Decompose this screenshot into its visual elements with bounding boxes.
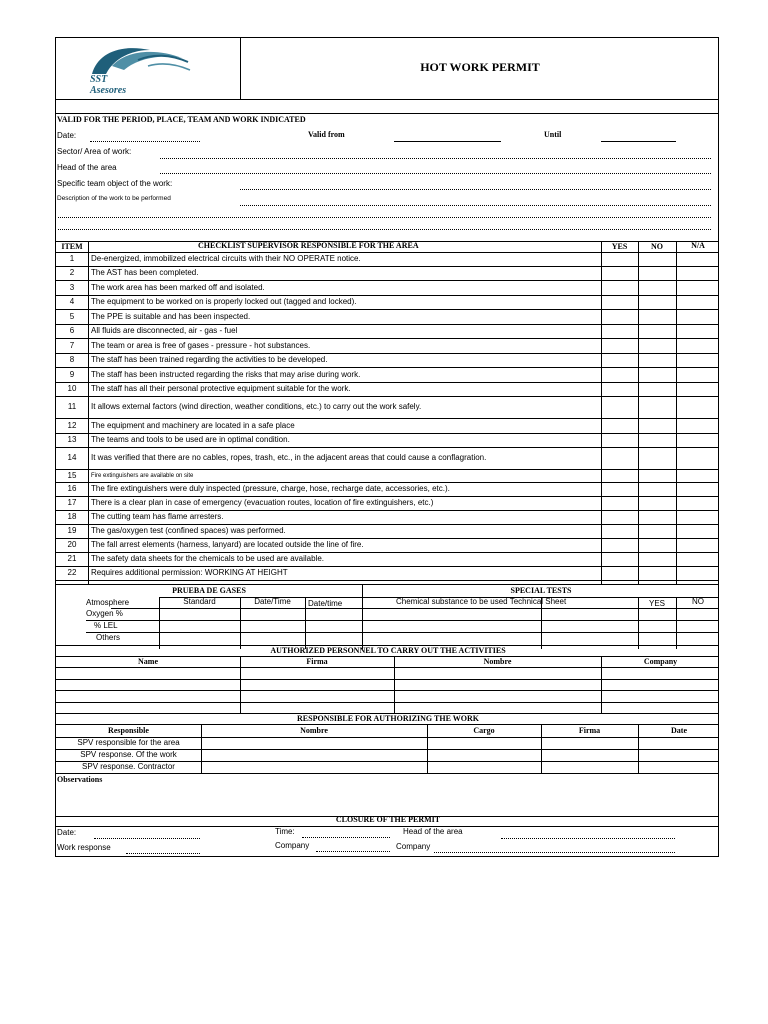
head-of-area-label: Head of the area — [57, 163, 117, 172]
checklist-na-header: N/A — [691, 241, 705, 250]
gas-row-lel: % LEL — [94, 621, 118, 630]
checklist-item-text: The teams and tools to be used are in optimal condition. — [91, 435, 290, 444]
checklist-no-cell[interactable] — [638, 266, 676, 280]
checklist-item-text: It was verified that there are no cables, ropes, trash, etc., in the adjacent areas that could cause a conflagration. — [91, 453, 487, 462]
checklist-na-cell[interactable] — [676, 396, 720, 418]
checklist-yes-cell[interactable] — [601, 552, 638, 566]
checklist-no-cell[interactable] — [638, 538, 676, 552]
checklist-na-cell[interactable] — [676, 309, 720, 324]
checklist-item-text: The fire extinguishers were duly inspected (pressure, charge, hose, recharge date, accessories, etc.). — [91, 484, 450, 493]
checklist-na-cell[interactable] — [676, 433, 720, 447]
checklist-item-text: The AST has been completed. — [91, 268, 199, 277]
checklist-no-cell[interactable] — [638, 252, 676, 266]
checklist-item-text: The team or area is free of gases - pressure - hot substances. — [91, 341, 311, 350]
checklist-no-header: NO — [651, 242, 663, 251]
checklist-na-cell[interactable] — [676, 469, 720, 482]
checklist-item-number: 22 — [67, 568, 77, 577]
checklist-no-cell[interactable] — [638, 469, 676, 482]
checklist-no-cell[interactable] — [638, 566, 676, 580]
closure-head-field[interactable] — [501, 838, 675, 839]
checklist-yes-cell[interactable] — [601, 396, 638, 418]
checklist-yes-cell[interactable] — [601, 338, 638, 353]
valid-from-label: Valid from — [308, 130, 345, 139]
checklist-no-cell[interactable] — [638, 280, 676, 295]
authorizing-responsible-header: Responsible — [108, 726, 149, 735]
checklist-na-cell[interactable] — [676, 418, 720, 433]
checklist-na-cell[interactable] — [676, 496, 720, 510]
checklist-na-cell[interactable] — [676, 280, 720, 295]
closure-date-field[interactable] — [94, 838, 200, 839]
checklist-yes-cell[interactable] — [601, 280, 638, 295]
checklist-item-number: 15 — [67, 471, 77, 480]
checklist-no-cell[interactable] — [638, 295, 676, 309]
valid-from-field[interactable] — [394, 141, 501, 142]
authorizing-row-work: SPV response. Of the work — [80, 750, 177, 759]
checklist-yes-cell[interactable] — [601, 382, 638, 396]
checklist-item-number: 1 — [69, 254, 75, 263]
checklist-na-cell[interactable] — [676, 482, 720, 496]
checklist-na-cell[interactable] — [676, 295, 720, 309]
checklist-no-cell[interactable] — [638, 353, 676, 367]
checklist-no-cell[interactable] — [638, 367, 676, 382]
checklist-item-text: De-energized, immobilized electrical circuits with their NO OPERATE notice. — [91, 254, 361, 263]
checklist-item-text: There is a clear plan in case of emergency (evacuation routes, location of fire extinguishers, etc.) — [91, 498, 434, 507]
authorizing-nombre-header: Nombre — [300, 726, 328, 735]
personnel-firma-header: Firma — [306, 657, 328, 666]
checklist-item-number: 10 — [67, 384, 77, 393]
checklist-no-cell[interactable] — [638, 324, 676, 338]
checklist-item-number: 5 — [69, 312, 75, 321]
chemical-substance-header: Chemical substance to be used Technical Sheet — [396, 597, 567, 606]
authorizing-row-area: SPV responsible for the area — [77, 738, 180, 747]
personnel-company-header: Company — [643, 657, 678, 666]
checklist-item-number: 13 — [67, 435, 77, 444]
checklist-no-cell[interactable] — [638, 496, 676, 510]
special-yes-header: YES — [648, 599, 665, 608]
checklist-item-number: 7 — [69, 341, 75, 350]
checklist-yes-cell[interactable] — [601, 433, 638, 447]
datetime-header-2: Date/time — [308, 599, 343, 608]
checklist-item-number: 2 — [69, 268, 75, 277]
closure-work-response-label: Work response — [57, 843, 111, 852]
checklist-na-cell[interactable] — [676, 353, 720, 367]
logo-text-asesores: Asesores — [90, 85, 127, 96]
checklist-yes-cell[interactable] — [601, 524, 638, 538]
checklist-yes-cell[interactable] — [601, 295, 638, 309]
checklist-yes-cell[interactable] — [601, 309, 638, 324]
checklist-na-cell[interactable] — [676, 266, 720, 280]
checklist-yes-cell[interactable] — [601, 496, 638, 510]
observations-label: Observations — [57, 775, 103, 784]
checklist-row-divider — [56, 580, 718, 581]
checklist-no-cell[interactable] — [638, 338, 676, 353]
checklist-yes-cell[interactable] — [601, 469, 638, 482]
company-logo — [78, 40, 198, 96]
special-tests-title: SPECIAL TESTS — [510, 586, 572, 595]
checklist-yes-cell[interactable] — [601, 482, 638, 496]
date-field[interactable] — [90, 141, 200, 142]
checklist-item-number: 21 — [67, 554, 77, 563]
checklist-no-cell[interactable] — [638, 482, 676, 496]
checklist-item-number: 3 — [69, 283, 75, 292]
head-of-area-field[interactable] — [160, 173, 711, 174]
personnel-title: AUTHORIZED PERSONNEL TO CARRY OUT THE ACTIVITIES — [270, 646, 506, 655]
checklist-item-number: 14 — [67, 453, 77, 462]
team-label: Specific team object of the work: — [57, 179, 173, 188]
checklist-item-text: It allows external factors (wind direction, weather conditions, etc.) to carry out the work safely. — [91, 402, 422, 411]
closure-company-label-2: Company — [396, 842, 431, 851]
checklist-item-text: The equipment to be worked on is properly locked out (tagged and locked). — [91, 297, 357, 306]
checklist-item-number: 12 — [67, 421, 77, 430]
checklist-no-cell[interactable] — [638, 552, 676, 566]
checklist-item-number: 9 — [69, 370, 75, 379]
closure-time-label: Time: — [275, 827, 295, 836]
closure-company-field-2[interactable] — [434, 852, 675, 853]
hot-work-permit-form — [55, 37, 719, 857]
checklist-na-cell[interactable] — [676, 510, 720, 524]
until-label: Until — [544, 130, 562, 139]
checklist-no-cell[interactable] — [638, 309, 676, 324]
checklist-na-cell[interactable] — [676, 447, 720, 469]
description-label: Description of the work to be performed — [57, 195, 171, 202]
checklist-yes-cell[interactable] — [601, 353, 638, 367]
sector-label: Sector/ Area of work: — [57, 147, 132, 156]
checklist-yes-cell[interactable] — [601, 538, 638, 552]
observations-field[interactable] — [56, 786, 718, 816]
personnel-nombre-header: Nombre — [483, 657, 512, 666]
checklist-na-cell[interactable] — [676, 367, 720, 382]
closure-company-field-1[interactable] — [316, 851, 390, 852]
standard-header: Standard — [183, 597, 216, 606]
checklist-item-text: The cutting team has flame arresters. — [91, 512, 224, 521]
gas-row-oxygen: Oxygen % — [86, 609, 123, 618]
personnel-name-header: Name — [138, 657, 158, 666]
until-field[interactable] — [601, 141, 676, 142]
checklist-item-number: 11 — [67, 402, 77, 411]
closure-time-field[interactable] — [302, 837, 390, 838]
checklist-item-number: 4 — [69, 297, 75, 306]
checklist-item-text: The staff has all their personal protective equipment suitable for the work. — [91, 384, 351, 393]
authorizing-title: RESPONSIBLE FOR AUTHORIZING THE WORK — [297, 714, 479, 723]
checklist-item-text: Fire extinguishers are available on site — [91, 473, 194, 479]
checklist-na-cell[interactable] — [676, 382, 720, 396]
sector-field[interactable] — [160, 158, 711, 159]
checklist-item-text: The equipment and machinery are located in a safe place — [91, 421, 295, 430]
closure-work-response-field[interactable] — [126, 853, 200, 854]
checklist-na-cell[interactable] — [676, 252, 720, 266]
date-label: Date: — [57, 131, 77, 140]
checklist-item-number: 18 — [67, 512, 77, 521]
checklist-yes-cell[interactable] — [601, 447, 638, 469]
checklist-item-text: The staff has been trained regarding the activities to be developed. — [91, 355, 328, 364]
checklist-item-header: ITEM — [61, 242, 83, 251]
checklist-yes-header: YES — [611, 242, 628, 251]
team-field[interactable] — [240, 189, 711, 190]
checklist-item-text: The work area has been marked off and isolated. — [91, 283, 265, 292]
description-field-2[interactable] — [58, 217, 711, 218]
special-no-header: NO — [692, 597, 704, 606]
checklist-item-text: The safety data sheets for the chemicals to be used are available. — [91, 554, 325, 563]
description-field-3[interactable] — [58, 229, 711, 230]
checklist-yes-cell[interactable] — [601, 324, 638, 338]
authorizing-row-contractor: SPV response. Contractor — [82, 762, 175, 771]
description-field-1[interactable] — [240, 205, 711, 206]
closure-title: CLOSURE OF THE PERMIT — [335, 815, 441, 824]
closure-date-label: Date: — [57, 828, 77, 837]
checklist-yes-cell[interactable] — [601, 510, 638, 524]
checklist-na-cell[interactable] — [676, 552, 720, 566]
checklist-no-cell[interactable] — [638, 433, 676, 447]
authorizing-firma-header: Firma — [578, 726, 601, 735]
authorizing-cargo-header: Cargo — [473, 726, 495, 735]
checklist-title: CHECKLIST SUPERVISOR RESPONSIBLE FOR THE AREA — [198, 241, 419, 250]
valid-heading: VALID FOR THE PERIOD, PLACE, TEAM AND WORK INDICATED — [57, 115, 306, 124]
checklist-na-cell[interactable] — [676, 538, 720, 552]
checklist-na-cell[interactable] — [676, 566, 720, 580]
checklist-item-number: 20 — [67, 540, 77, 549]
checklist-item-number: 19 — [67, 526, 77, 535]
logo-text-sst: SST — [90, 74, 108, 85]
checklist-item-text: The staff has been instructed regarding the risks that may arise during work. — [91, 370, 361, 379]
page-title: HOT WORK PERMIT — [420, 60, 540, 74]
checklist-na-cell[interactable] — [676, 338, 720, 353]
checklist-item-text: The gas/oxygen test (confined spaces) was performed. — [91, 526, 286, 535]
checklist-yes-cell[interactable] — [601, 252, 638, 266]
checklist-item-text: All fluids are disconnected, air - gas - fuel — [91, 326, 238, 335]
closure-company-label-1: Company — [275, 841, 310, 850]
checklist-yes-cell[interactable] — [601, 418, 638, 433]
checklist-no-cell[interactable] — [638, 447, 676, 469]
closure-head-label: Head of the area — [403, 827, 463, 836]
checklist-item-text: The fall arrest elements (harness, lanyard) are located outside the line of fire. — [91, 540, 364, 549]
gas-test-title: PRUEBA DE GASES — [172, 586, 246, 595]
atmosphere-header: Atmosphere — [86, 598, 130, 607]
checklist-na-cell[interactable] — [676, 324, 720, 338]
checklist-no-cell[interactable] — [638, 396, 676, 418]
checklist-no-cell[interactable] — [638, 418, 676, 433]
checklist-no-cell[interactable] — [638, 382, 676, 396]
checklist-yes-cell[interactable] — [601, 367, 638, 382]
checklist-item-text: Requires additional permission: WORKING AT HEIGHT — [91, 568, 288, 577]
datetime-header-1: Date/Time — [254, 597, 291, 606]
checklist-yes-cell[interactable] — [601, 566, 638, 580]
checklist-item-number: 6 — [69, 326, 75, 335]
checklist-no-cell[interactable] — [638, 510, 676, 524]
checklist-na-cell[interactable] — [676, 524, 720, 538]
checklist-yes-cell[interactable] — [601, 266, 638, 280]
gas-row-others: Others — [96, 633, 121, 642]
checklist-item-text: The PPE is suitable and has been inspected. — [91, 312, 251, 321]
checklist-item-number: 16 — [67, 484, 77, 493]
checklist-no-cell[interactable] — [638, 524, 676, 538]
checklist-item-number: 17 — [67, 498, 77, 507]
authorizing-date-header: Date — [671, 726, 687, 735]
checklist-item-number: 8 — [69, 355, 75, 364]
